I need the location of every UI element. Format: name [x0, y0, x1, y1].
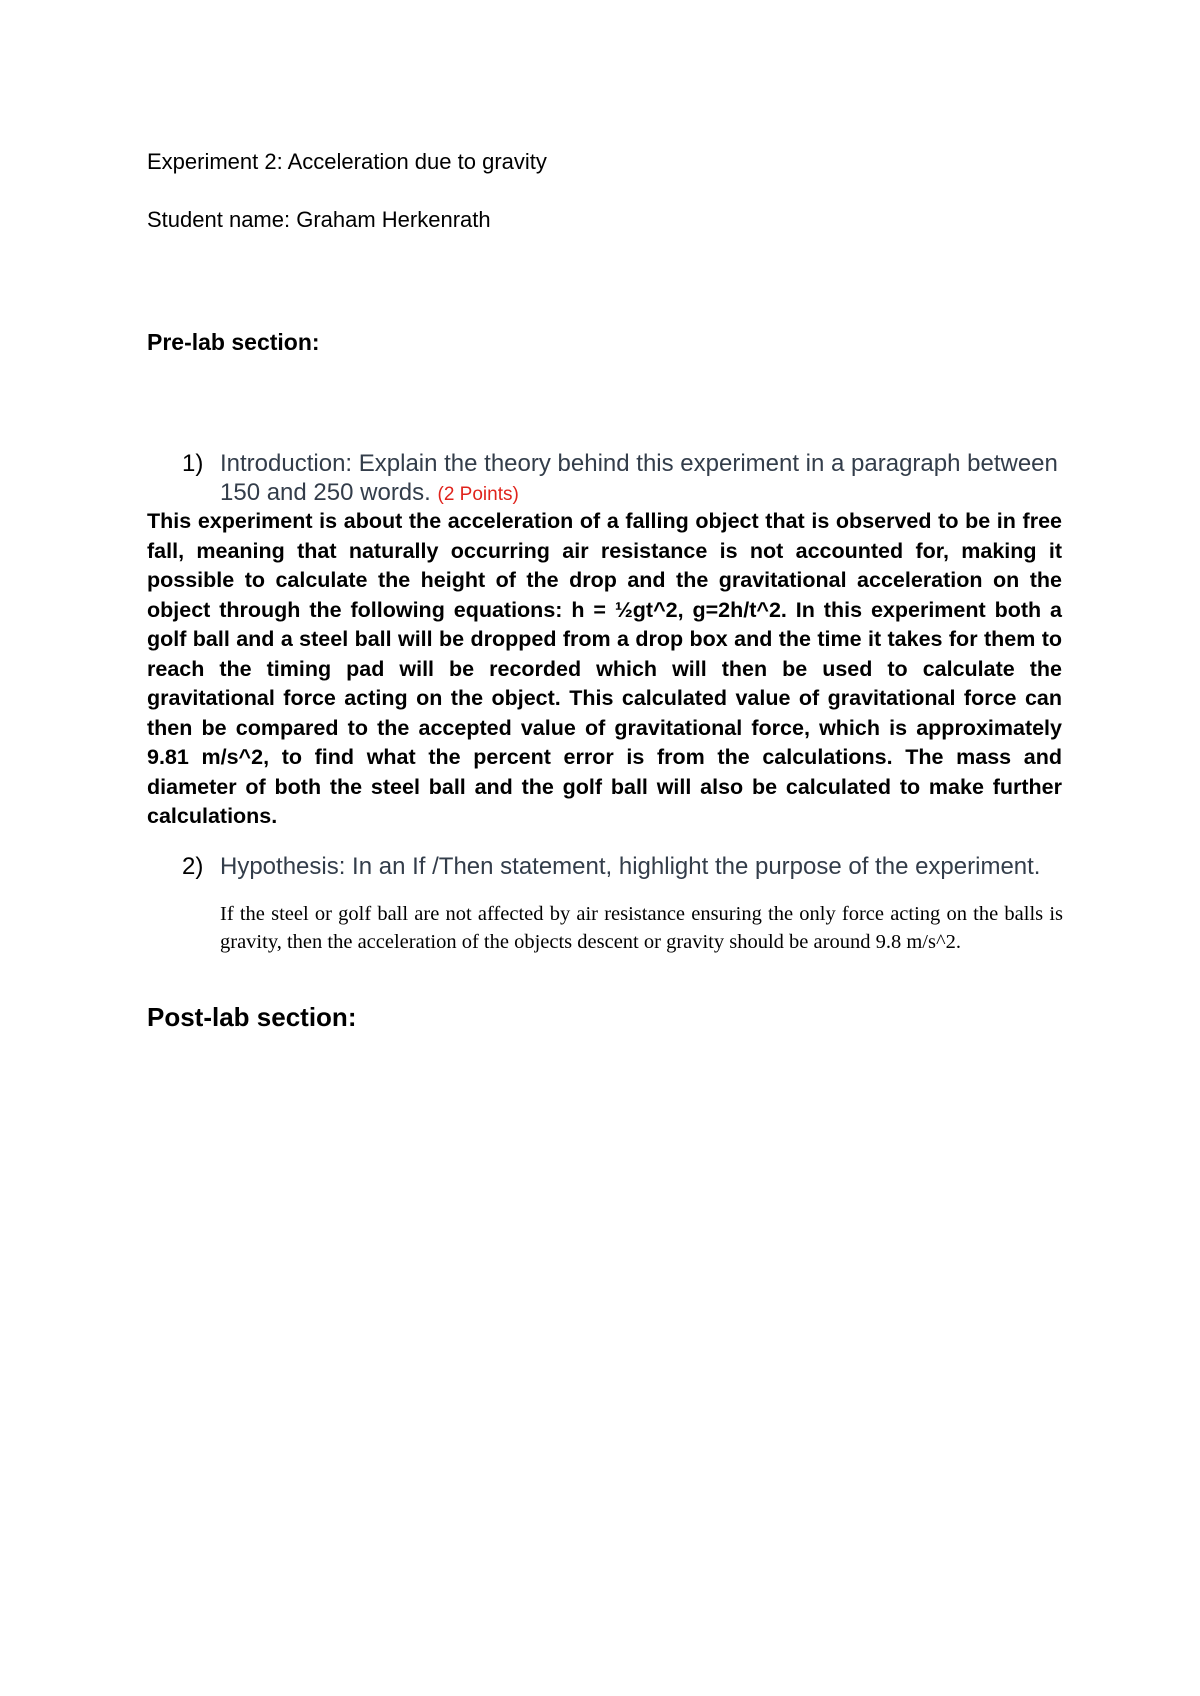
prelab-heading: Pre-lab section:: [147, 329, 320, 355]
hypothesis-answer: If the steel or golf ball are not affected by air resistance ensuring the only force acting on the balls is gravity, then the acceleration of the objects descent or gravity should be around 9.8 m/s^2.: [220, 903, 1063, 953]
question-number: 1): [182, 450, 204, 477]
postlab-heading: Post-lab section:: [147, 1002, 357, 1032]
question-prompt: [182, 449, 1067, 509]
document-title: Experiment 2: Acceleration due to gravity: [147, 149, 547, 174]
question-number: 2): [182, 853, 204, 880]
introduction-answer: This experiment is about the acceleration of a falling object that is observed to be in free fall, meaning that naturally occurring air resistance is not accounted for, making it possible to calculate the height of the drop and the gravitational acceleration on the object through the following equations: h = ½gt^2, g=2h/t^2. In this experiment both a golf ball and a steel ball will be dropped from a drop box and the time it takes for them to reach the timing pad will be recorded which will then be used to calculate the gravitational force acting on the object. This calculated value of gravitational force can then be compared to the accepted value of gravitational force, which is approximately 9.81 m/s^2, to find what the percent error is from the calculations. The mass and diameter of both the steel ball and the golf ball will also be calculated to make further calculations.: [147, 509, 1062, 828]
points-label: (2 Points): [437, 484, 519, 505]
question-prompt-text: Introduction: Explain the theory behind this experiment in a paragraph between 150 and 250 words.: [220, 450, 1058, 506]
question-introduction: [182, 449, 1067, 509]
question-hypothesis: [182, 852, 1067, 881]
question-prompt: [182, 852, 1067, 881]
question-prompt-text: Hypothesis: In an If /Then statement, highlight the purpose of the experiment.: [220, 853, 1041, 880]
student-name-line: Student name: Graham Herkenrath: [147, 207, 491, 232]
